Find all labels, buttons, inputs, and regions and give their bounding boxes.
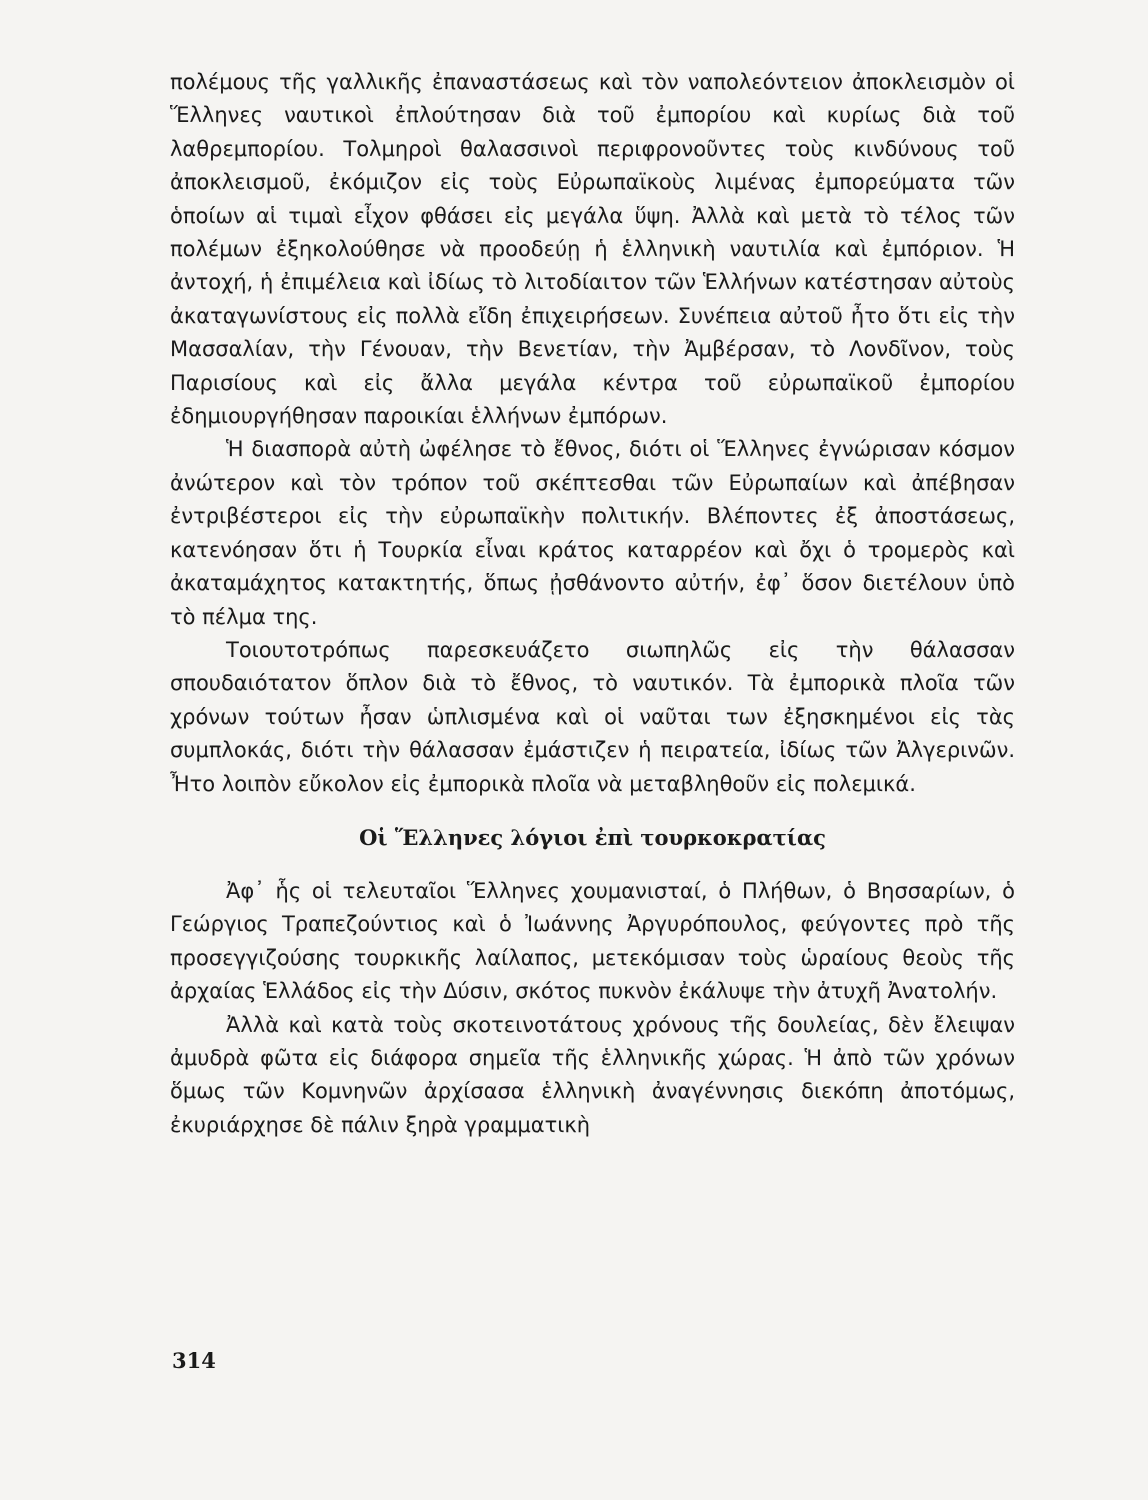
page-number: 314 [172, 1348, 216, 1373]
section-heading: Οἱ Ἕλληνες λόγιοι ἐπὶ τουρκοκρατίας [359, 824, 826, 850]
body-text [170, 66, 1015, 1142]
paragraph-humanists: Ἀφ᾿ ἧς οἱ τελευταῖοι Ἕλληνες χουμανισταί, ὁ Πλήθων, ὁ Βησσαρίων, ὁ Γεώργιος Τραπεζούντιος καὶ ὁ Ἰωάννης Ἀργυρόπουλος, φεύγοντες πρὸ τῆς προσεγγιζούσης τουρκικῆς λαίλαπος, μετεκόμισαν τοὺς ὡραίους θεοὺς τῆς ἀρχαίας Ἑλλάδος εἰς τὴν Δύσιν, σκότος πυκνὸν ἐκάλυψε τὴν ἀτυχῆ Ἀνατολήν. [170, 878, 1015, 1004]
paragraph-dark-years: Ἀλλὰ καὶ κατὰ τοὺς σκοτεινοτάτους χρόνους τῆς δουλείας, δὲν ἔλειψαν ἀμυδρὰ φῶτα εἰς διάφορα σημεῖα τῆς ἑλληνικῆς χώρας. Ἡ ἀπὸ τῶν χρόνων ὅμως τῶν Κομνηνῶν ἀρχίσασα ἑλληνικὴ ἀναγέννησις διεκόπη ἀποτόμως, ἐκυριάρχησε δὲ πάλιν ξηρὰ γραμματικὴ [170, 1012, 1015, 1137]
paragraph-naval-trade: πολέμους τῆς γαλλικῆς ἐπαναστάσεως καὶ τὸν ναπολεόντειον ἀποκλεισμὸν οἱ Ἕλληνες ναυτικοὶ ἐπλούτησαν διὰ τοῦ ἐμπορίου καὶ κυρίως διὰ τοῦ λαθρεμπορίου. Τολμηροὶ θαλασσινοὶ περιφρονοῦντες τοὺς κινδύνους τοῦ ἀποκλεισμοῦ, ἐκόμιζον εἰς τοὺς Εὐρωπαϊκοὺς λιμένας ἐμπορεύματα τῶν ὁποίων αἱ τιμαὶ εἶχον φθάσει εἰς μεγάλα ὕψη. Ἀλλὰ καὶ μετὰ τὸ τέλος τῶν πολέμων ἐξηκολούθησε νὰ προοδεύῃ ἡ ἑλληνικὴ ναυτιλία καὶ ἐμπόριον. Ἡ ἀντοχή, ἡ ἐπιμέλεια καὶ ἰδίως τὸ λιτοδίαιτον τῶν Ἑλλήνων κατέστησαν αὐτοὺς ἀκαταγωνίστους εἰς πολλὰ εἴδη ἐπιχειρήσεων. Συνέπεια αὐτοῦ ἦτο ὅτι εἰς τὴν Μασσαλίαν, τὴν Γένουαν, τὴν Βενετίαν, τὴν Ἀμβέρσαν, τὸ Λονδῖνον, τοὺς Παρισίους καὶ εἰς ἄλλα μεγάλα κέντρα τοῦ εὐρωπαϊκοῦ ἐμπορίου ἐδημιουργήθησαν παροικίαι ἑλλήνων ἐμπόρων. [170, 70, 1015, 429]
paragraph-navy: Τοιουτοτρόπως παρεσκευάζετο σιωπηλῶς εἰς τὴν θάλασσαν σπουδαιότατον ὅπλον διὰ τὸ ἔθνος, τὸ ναυτικόν. Τὰ ἐμπορικὰ πλοῖα τῶν χρόνων τούτων ἦσαν ὡπλισμένα καὶ οἱ ναῦται των ἐξησκημένοι εἰς τὰς συμπλοκάς, διότι τὴν θάλασσαν ἐμάστιζεν ἡ πειρατεία, ἰδίως τῶν Ἀλγερινῶν. Ἦτο λοιπὸν εὔκολον εἰς ἐμπορικὰ πλοῖα νὰ μεταβληθοῦν εἰς πολεμικά. [170, 637, 1015, 796]
paragraph-diaspora: Ἡ διασπορὰ αὐτὴ ὠφέλησε τὸ ἔθνος, διότι οἱ Ἕλληνες ἐγνώρισαν κόσμον ἀνώτερον καὶ τὸν τρόπον τοῦ σκέπτεσθαι τῶν Εὐρωπαίων καὶ ἀπέβησαν ἐντριβέστεροι εἰς τὴν εὐρωπαϊκὴν πολιτικήν. Βλέποντες ἐξ ἀποστάσεως, κατενόησαν ὅτι ἡ Τουρκία εἶναι κράτος καταρρέον καὶ ὄχι ὁ τρομερὸς καὶ ἀκαταμάχητος κατακτητής, ὅπως ᾐσθάνοντο αὐτήν, ἐφ᾿ ὅσον διετέλουν ὑπὸ τὸ πέλμα της. [170, 437, 1015, 629]
